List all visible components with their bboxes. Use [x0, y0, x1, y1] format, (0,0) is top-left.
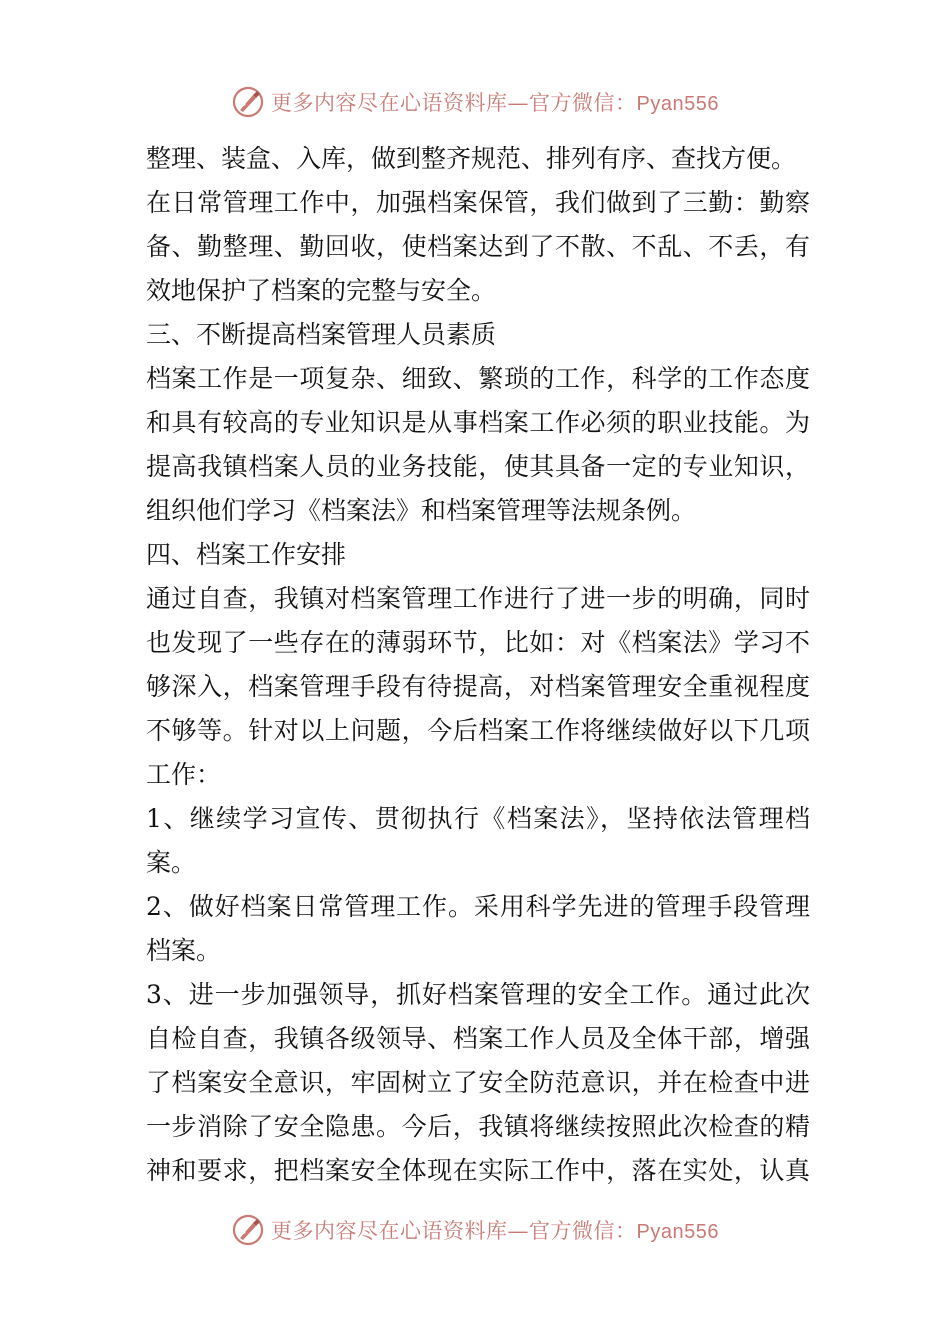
text-line: 一步消除了安全隐患。今后，我镇将继续按照此次检查的精	[146, 1112, 810, 1141]
text-line: 备、勤整理、勤回收，使档案达到了不散、不乱、不丢，有	[146, 232, 810, 261]
text-line: 档案工作是一项复杂、细致、繁琐的工作，科学的工作态度	[146, 364, 810, 393]
text-line: 也发现了一些存在的薄弱环节，比如：对《档案法》学习不	[146, 628, 810, 657]
watermark-text: 更多内容尽在心语资料库—官方微信：Pyan556	[271, 91, 719, 115]
text-line: 组织他们学习《档案法》和档案管理等法规条例。	[146, 496, 697, 525]
text-line: 和具有较高的专业知识是从事档案工作必须的职业技能。为	[146, 408, 810, 437]
text-line: 三、不断提高档案管理人员素质	[146, 320, 497, 349]
pen-logo-icon	[231, 85, 265, 119]
text-line: 工作：	[146, 760, 222, 789]
text-line: 在日常管理工作中，加强档案保管，我们做到了三勤：勤察	[146, 188, 810, 217]
text-line: 2、做好档案日常管理工作。采用科学先进的管理手段管理	[146, 892, 810, 921]
text-line: 自检自查，我镇各级领导、档案工作人员及全体干部，增强	[146, 1024, 810, 1053]
text-line: 3、进一步加强领导，抓好档案管理的安全工作。通过此次	[146, 980, 810, 1009]
text-line: 效地保护了档案的完整与安全。	[146, 276, 497, 305]
pen-logo-icon	[231, 1213, 265, 1247]
text-line: 1、继续学习宣传、贯彻执行《档案法》，坚持依法管理档	[146, 804, 810, 833]
text-line: 提高我镇档案人员的业务技能，使其具备一定的专业知识，	[146, 452, 810, 481]
header-watermark	[0, 82, 950, 122]
text-line: 不够等。针对以上问题，今后档案工作将继续做好以下几项	[146, 716, 810, 745]
text-line: 案。	[146, 848, 197, 877]
document-body	[146, 137, 810, 1193]
text-line: 通过自查，我镇对档案管理工作进行了进一步的明确，同时	[146, 584, 810, 613]
watermark-text: 更多内容尽在心语资料库—官方微信：Pyan556	[271, 1219, 719, 1243]
footer-watermark	[0, 1210, 950, 1250]
wechat-id: Pyan556	[636, 93, 719, 115]
text-line: 整理、装盒、入库，做到整齐规范、排列有序、查找方便。	[146, 144, 797, 173]
text-line: 档案。	[146, 936, 222, 965]
text-line: 四、档案工作安排	[146, 540, 347, 569]
text-line: 够深入，档案管理手段有待提高，对档案管理安全重视程度	[146, 672, 810, 701]
text-line: 神和要求，把档案安全体现在实际工作中，落在实处，认真	[146, 1156, 810, 1185]
wechat-id: Pyan556	[636, 1221, 719, 1243]
text-line: 了档案安全意识，牢固树立了安全防范意识，并在检查中进	[146, 1068, 810, 1097]
